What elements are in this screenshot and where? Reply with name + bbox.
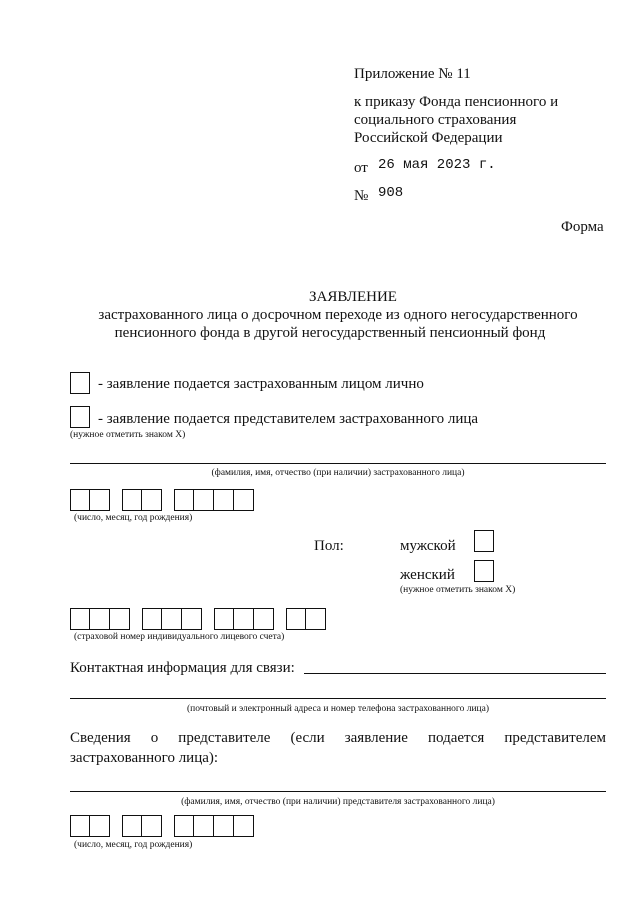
representative-birth-year[interactable] xyxy=(174,815,254,837)
form-label: Форма xyxy=(561,219,604,235)
checkbox-personal[interactable] xyxy=(70,372,90,394)
insured-birth-year[interactable] xyxy=(174,489,254,511)
gender-female-label: женский xyxy=(400,567,455,583)
document-title: ЗАЯВЛЕНИЕ xyxy=(309,289,397,305)
representative-fio-caption: (фамилия, имя, отчество (при наличии) представителя застрахованного лица) xyxy=(181,797,495,807)
option-personal-label: - заявление подается застрахованным лицом лично xyxy=(98,376,424,392)
number-prefix: № xyxy=(354,188,369,204)
gender-male-label: мужской xyxy=(400,538,456,554)
order-date: 26 мая 2023 г. xyxy=(378,157,496,173)
order-line-1: к приказу Фонда пенсионного и xyxy=(354,94,559,110)
snils-group-2[interactable] xyxy=(142,608,202,630)
gender-hint: (нужное отметить знаком Х) xyxy=(400,585,516,595)
snils-caption: (страховой номер индивидуального лицевого счета) xyxy=(74,632,285,642)
option-representative-label: - заявление подается представителем застрахованного лица xyxy=(98,411,479,427)
order-line-2: социального страхования xyxy=(354,112,517,128)
snils-group-3[interactable] xyxy=(214,608,274,630)
contact-line-2[interactable] xyxy=(70,698,606,699)
representative-birth-caption: (число, месяц, год рождения) xyxy=(74,840,193,850)
insured-birth-day[interactable] xyxy=(70,489,110,511)
checkbox-representative[interactable] xyxy=(70,406,90,428)
date-prefix: от xyxy=(354,160,368,176)
document-subtitle-2: пенсионного фонда в другой негосударственный пенсионный фонд xyxy=(114,325,546,341)
contact-label: Контактная информация для связи: xyxy=(70,660,295,676)
appendix-number: Приложение № 11 xyxy=(354,66,471,82)
checkbox-male[interactable] xyxy=(474,530,494,552)
insured-fio-line[interactable] xyxy=(70,463,606,464)
snils-group-1[interactable] xyxy=(70,608,130,630)
contact-caption: (почтовый и электронный адреса и номер телефона застрахованного лица) xyxy=(186,704,489,714)
representative-birth-month[interactable] xyxy=(122,815,162,837)
order-number: 908 xyxy=(378,185,404,201)
representative-birth-day[interactable] xyxy=(70,815,110,837)
representative-fio-line[interactable] xyxy=(70,791,606,792)
insured-fio-caption: (фамилия, имя, отчество (при наличии) застрахованного лица) xyxy=(211,468,465,478)
insured-birth-caption: (число, месяц, год рождения) xyxy=(74,513,193,523)
snils-group-4[interactable] xyxy=(286,608,326,630)
applicant-type-hint: (нужное отметить знаком Х) xyxy=(70,430,186,440)
order-line-3: Российской Федерации xyxy=(354,130,503,146)
insured-birth-month[interactable] xyxy=(122,489,162,511)
representative-info-line-2: застрахованного лица): xyxy=(70,750,219,766)
representative-info-line-1: Сведения о представителе (если заявление подается представителем xyxy=(70,730,606,746)
gender-label: Пол: xyxy=(314,538,344,554)
contact-line-1[interactable] xyxy=(304,673,606,674)
document-subtitle-1: застрахованного лица о досрочном переходе из одного негосударственного xyxy=(98,307,578,323)
checkbox-female[interactable] xyxy=(474,560,494,582)
